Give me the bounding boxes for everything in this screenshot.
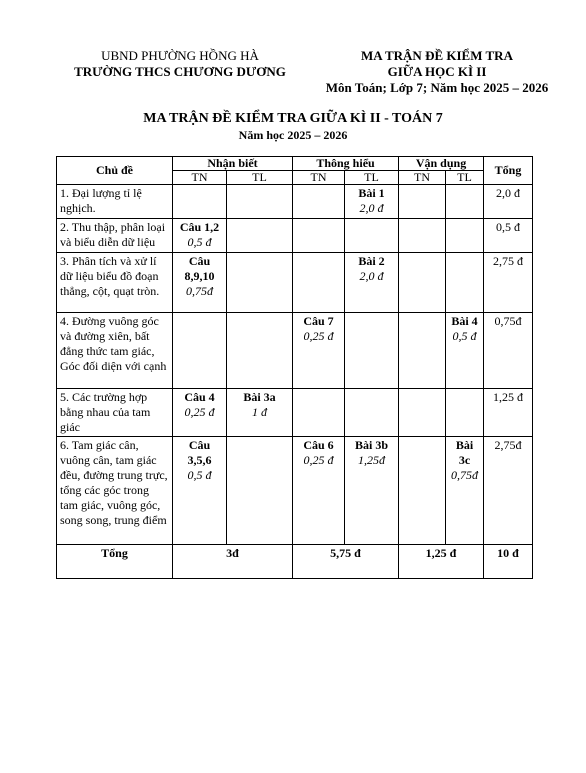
cell-vd-tn xyxy=(399,185,446,219)
row-total: 0,5 đ xyxy=(484,219,533,253)
question-ref: Câu 3,5,6 xyxy=(187,438,212,467)
row-topic: 3. Phân tích và xử lí dữ liệu biểu đồ đoạn thẳng, cột, quạt tròn. xyxy=(57,253,173,313)
exam-header-line3: Môn Toán; Lớp 7; Năm học 2025 – 2026 xyxy=(325,80,549,95)
row-topic: 5. Các trường hợp bằng nhau của tam giác xyxy=(57,389,173,437)
cell-vd-tl xyxy=(446,253,484,313)
total-thong-hieu: 5,75 đ xyxy=(293,545,399,579)
cell-th-tl xyxy=(345,437,399,545)
cell-th-tl xyxy=(345,219,399,253)
cell-vd-tl xyxy=(446,437,484,545)
question-ref: Bài 1 xyxy=(358,186,385,200)
table-row xyxy=(57,185,533,219)
col-thong-hieu-header: Thông hiểu xyxy=(293,157,399,171)
row-topic: 4. Đường vuông góc và đường xiên, bất đẳng thức tam giác, Góc đối diện với cạnh xyxy=(57,313,173,389)
row-total: 2,75 đ xyxy=(484,253,533,313)
col-van-dung-header: Vận dụng xyxy=(399,157,484,171)
points: 2,0 đ xyxy=(359,269,384,283)
col-topic-header: Chủ đề xyxy=(57,157,173,185)
cell-th-tl xyxy=(345,389,399,437)
cell-nb-tn xyxy=(173,437,227,545)
school-header xyxy=(50,48,310,80)
school-name: TRƯỜNG THCS CHƯƠNG DƯƠNG xyxy=(74,64,286,79)
ward-name: UBND PHƯỜNG HỒNG HÀ xyxy=(101,48,259,63)
row-total: 2,0 đ xyxy=(484,185,533,219)
points: 2,0 đ xyxy=(359,201,384,215)
document-title: MA TRẬN ĐỀ KIỂM TRA GIỮA KÌ II - TOÁN 7 xyxy=(143,111,443,126)
points: 0,25 đ xyxy=(184,405,215,419)
question-ref: Câu 6 xyxy=(303,438,334,452)
table-row xyxy=(57,219,533,253)
table-row xyxy=(57,253,533,313)
total-van-dung: 1,25 đ xyxy=(399,545,484,579)
cell-nb-tn xyxy=(173,253,227,313)
th-tn-header: TN xyxy=(293,171,345,185)
question-ref: Câu 8,9,10 xyxy=(184,254,215,283)
cell-nb-tl xyxy=(227,313,293,389)
cell-th-tn xyxy=(293,313,345,389)
row-topic: 2. Thu thập, phân loại và biểu diễn dữ liệu xyxy=(57,219,173,253)
exam-header-line2: GIỮA HỌC KÌ II xyxy=(387,64,487,79)
question-ref: Bài 4 xyxy=(451,314,478,328)
nb-tl-header: TL xyxy=(227,171,293,185)
table-row xyxy=(57,389,533,437)
question-ref: Bài 3c xyxy=(455,438,474,467)
cell-th-tn xyxy=(293,389,345,437)
row-total: 2,75đ xyxy=(484,437,533,545)
question-ref: Câu 4 xyxy=(184,390,215,404)
cell-vd-tn xyxy=(399,313,446,389)
cell-nb-tl xyxy=(227,437,293,545)
row-topic: 6. Tam giác cân, vuông cân, tam giác đều, đường trung trực, tổng các góc trong tam giác, vuông góc, song song, trung điểm xyxy=(57,437,173,545)
total-grand: 10 đ xyxy=(484,545,533,579)
cell-nb-tn xyxy=(173,389,227,437)
points: 0,25 đ xyxy=(303,329,334,343)
cell-nb-tl xyxy=(227,219,293,253)
cell-vd-tl xyxy=(446,313,484,389)
points: 1,25đ xyxy=(358,453,385,467)
cell-vd-tn xyxy=(399,219,446,253)
cell-nb-tn xyxy=(173,185,227,219)
cell-vd-tn xyxy=(399,389,446,437)
total-nhan-biet: 3đ xyxy=(173,545,293,579)
col-nhan-biet-header: Nhận biết xyxy=(173,157,293,171)
col-total-header: Tổng xyxy=(484,157,533,185)
cell-th-tn xyxy=(293,253,345,313)
cell-vd-tl xyxy=(446,185,484,219)
cell-th-tl xyxy=(345,313,399,389)
th-tl-header: TL xyxy=(345,171,399,185)
cell-nb-tl xyxy=(227,253,293,313)
question-ref: Bài 2 xyxy=(358,254,385,268)
points: 0,5 đ xyxy=(452,329,477,343)
cell-th-tl xyxy=(345,185,399,219)
vd-tn-header: TN xyxy=(399,171,446,185)
document-subtitle: Năm học 2025 – 2026 xyxy=(238,128,348,142)
exam-header xyxy=(312,48,562,96)
row-total: 1,25 đ xyxy=(484,389,533,437)
question-ref: Câu 1,2 xyxy=(179,220,220,234)
total-row xyxy=(57,545,533,579)
points: 1 đ xyxy=(252,405,267,419)
question-ref: Bài 3b xyxy=(355,438,389,452)
points: 0,75đ xyxy=(451,468,479,482)
points: 0,5 đ xyxy=(187,468,212,482)
cell-nb-tn xyxy=(173,219,227,253)
exam-header-line1: MA TRẬN ĐỀ KIỂM TRA xyxy=(361,48,513,63)
points: 0,75đ xyxy=(186,284,213,298)
cell-vd-tn xyxy=(399,253,446,313)
points: 0,5 đ xyxy=(187,235,212,249)
cell-th-tl xyxy=(345,253,399,313)
question-ref: Bài 3a xyxy=(243,390,276,404)
row-topic: 1. Đại lượng tỉ lệ nghịch. xyxy=(57,185,173,219)
table-row xyxy=(57,437,533,545)
table-row xyxy=(57,313,533,389)
row-total: 0,75đ xyxy=(484,313,533,389)
nb-tn-header: TN xyxy=(173,171,227,185)
cell-th-tn xyxy=(293,219,345,253)
cell-nb-tl xyxy=(227,185,293,219)
cell-th-tn xyxy=(293,185,345,219)
cell-th-tn xyxy=(293,437,345,545)
total-row-label: Tổng xyxy=(57,545,173,579)
cell-nb-tn xyxy=(173,313,227,389)
cell-vd-tl xyxy=(446,389,484,437)
question-ref: Câu 7 xyxy=(303,314,334,328)
cell-nb-tl xyxy=(227,389,293,437)
cell-vd-tn xyxy=(399,437,446,545)
points: 0,25 đ xyxy=(303,453,334,467)
exam-matrix-table xyxy=(56,156,533,579)
cell-vd-tl xyxy=(446,219,484,253)
header-row-1 xyxy=(57,157,533,171)
vd-tl-header: TL xyxy=(446,171,484,185)
